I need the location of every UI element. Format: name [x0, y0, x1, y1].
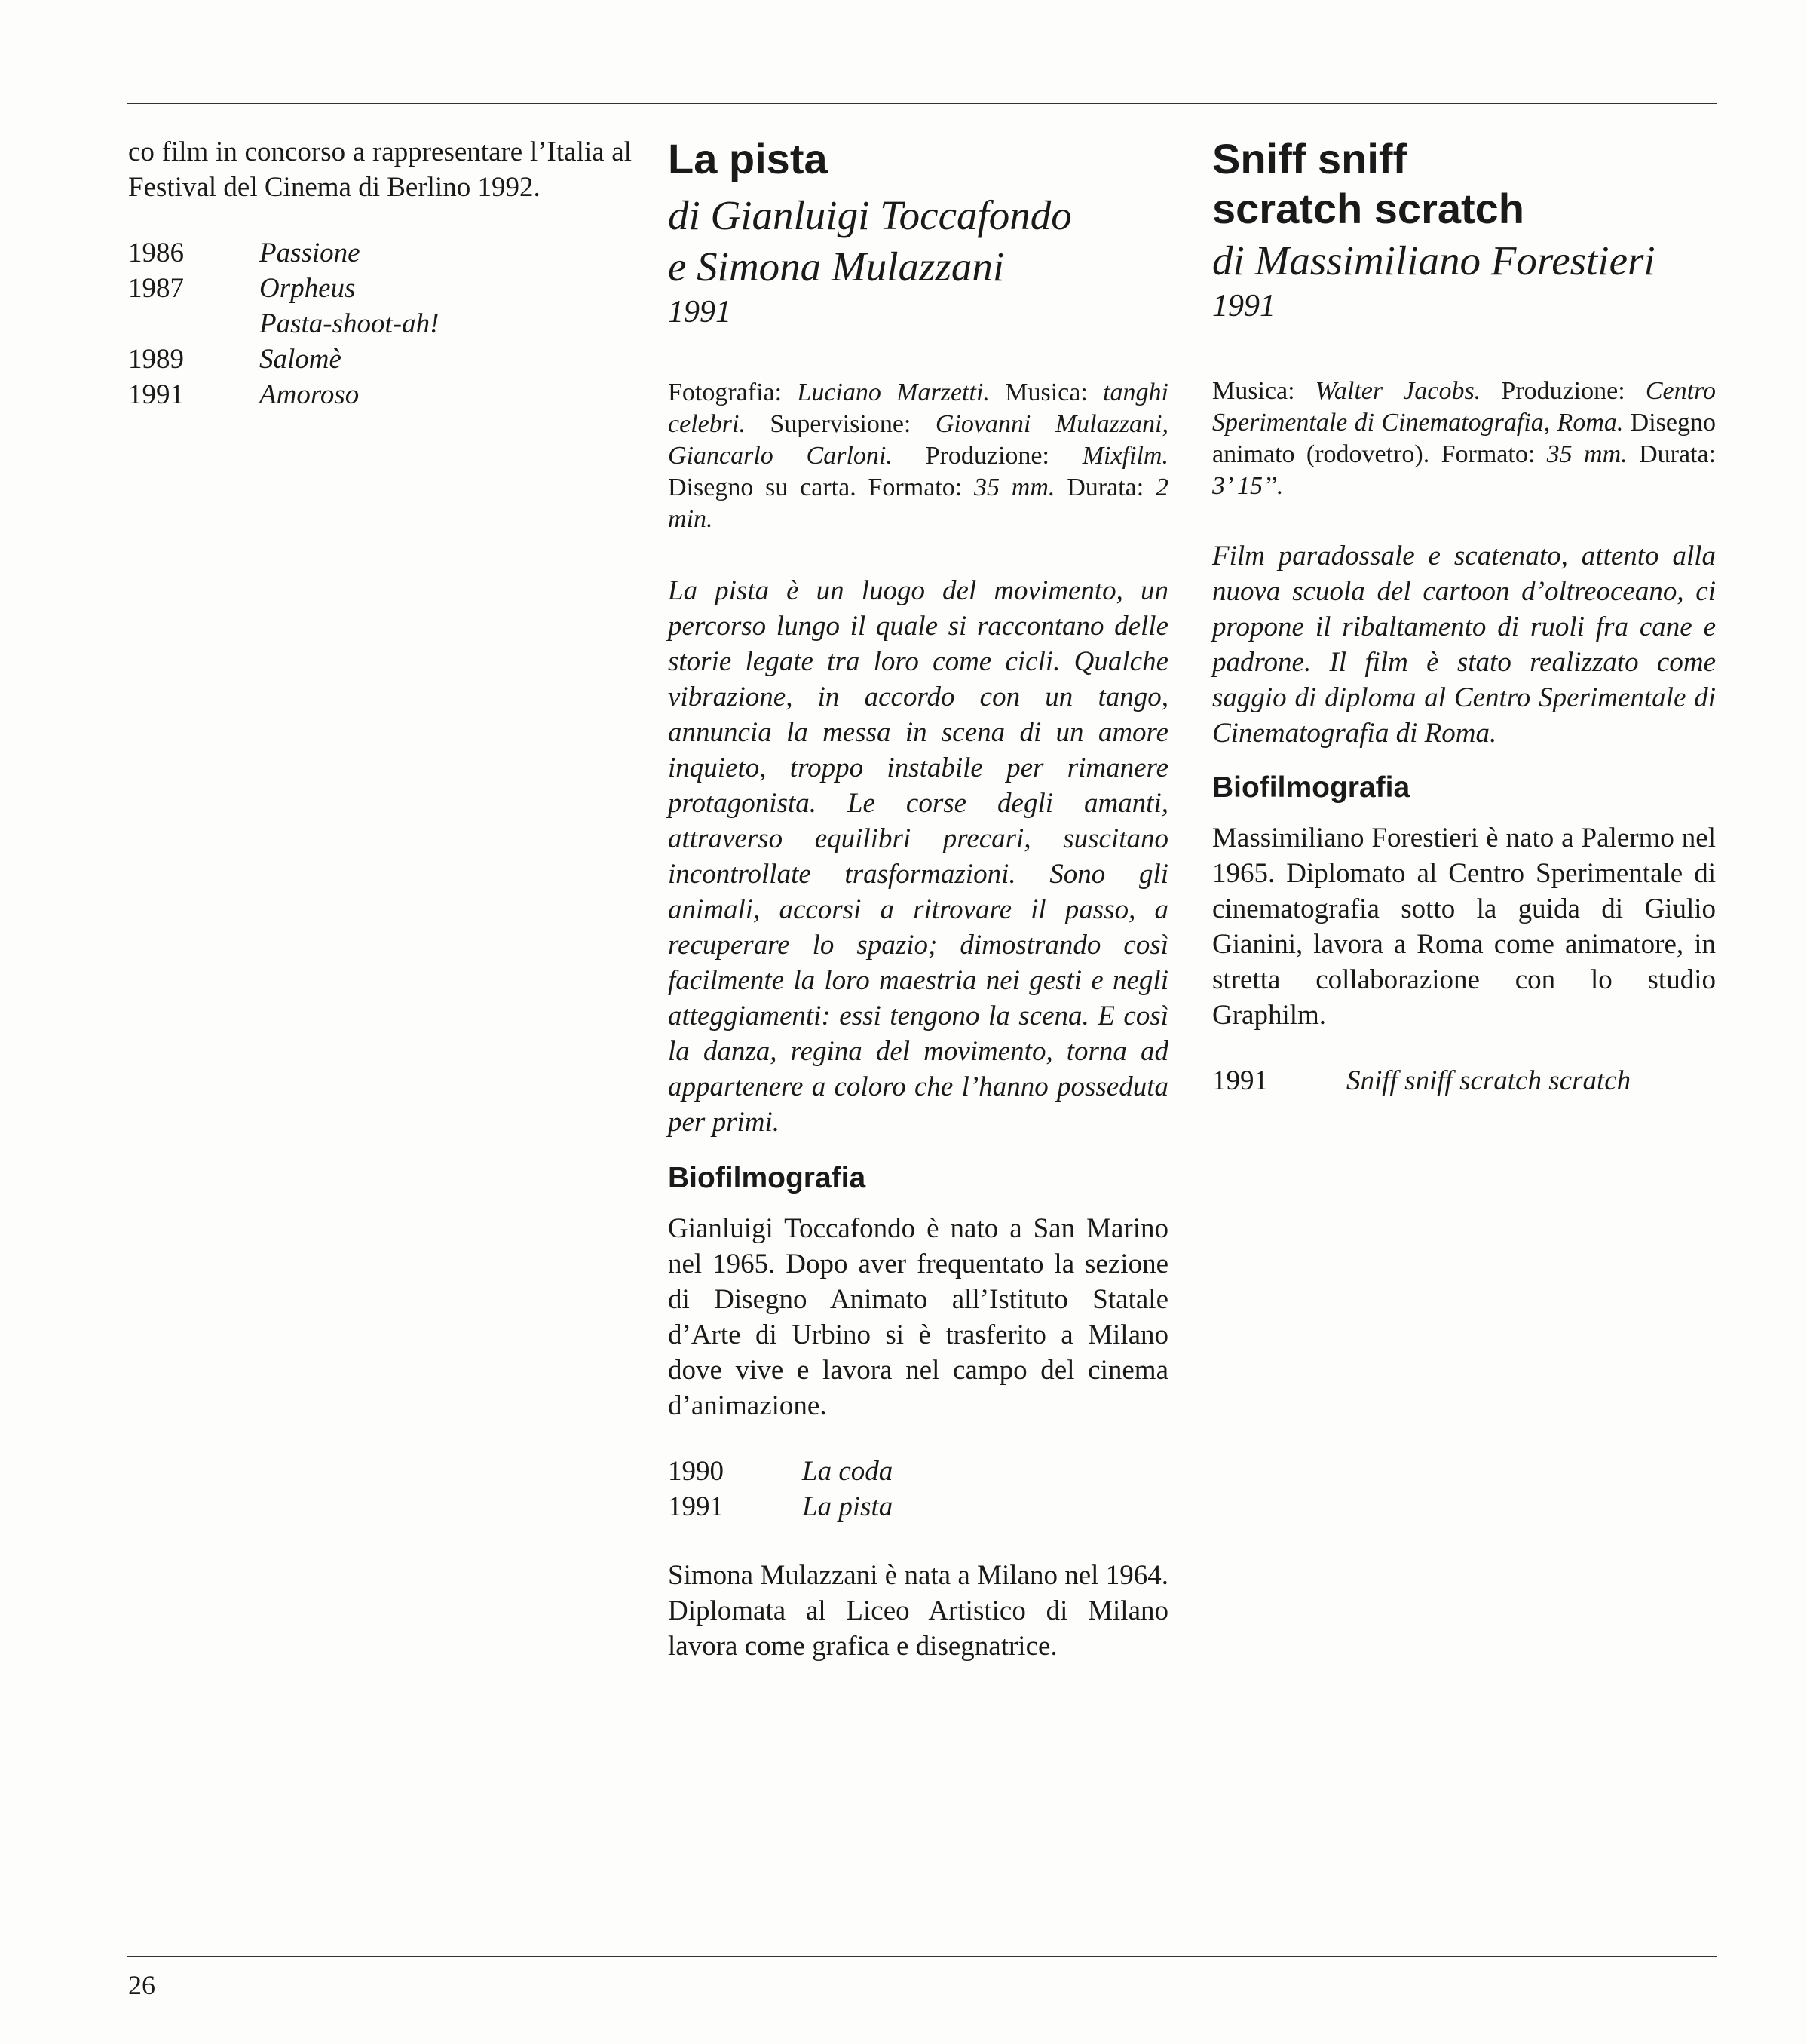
credit-value: 2 min. [668, 473, 1168, 533]
filmography-year: 1990 [668, 1456, 724, 1487]
film-credits [668, 377, 1168, 535]
film-synopsis: Film paradossale e scatenato, attento alla nuova scuola del cartoon d’oltreoceano, ci propone il ribaltamento di ruoli fra cane e padrone. Il film è stato realizzato come saggio di diploma al Centro Sperimentale di Cinematografia di Roma. [1212, 541, 1716, 749]
filmography-title: Sniff sniff scratch scratch [1346, 1065, 1631, 1096]
film-author-line2: e Simona Mulazzani [668, 244, 1005, 290]
bio-text-2: Simona Mulazzani è nata a Milano nel 1964. Diplomata al Liceo Artistico di Milano lavora come grafica e disegnatrice. [668, 1560, 1168, 1662]
column-continuation [128, 134, 632, 412]
credit-label: Produzione: [925, 442, 1049, 470]
bio-text: Gianluigi Toccafondo è nato a San Marino nel 1965. Dopo aver frequentato la sezione di Disegno Animato all’Istituto Statale d’Arte di Urbino si è trasferito a Milano dove vive e lavora nel campo del cinema d’animazione. [668, 1213, 1168, 1421]
credit-tech: Disegno su carta. Formato: [668, 473, 963, 501]
film-title-line1: Sniff sniff [1212, 135, 1407, 182]
bio-text: Massimiliano Forestieri è nato a Palermo nel 1965. Diplomato al Centro Sperimentale di cinematografia sotto la guida di Giulio Gianini, lavora a Roma come animatore, in stretta collaborazione con lo studio Graphilm. [1212, 823, 1716, 1031]
credit-tech: Disegno animato (rodovetro). Formato: [1212, 409, 1716, 468]
credit-value: 35 mm. [1546, 440, 1628, 468]
filmography-year: 1989 [128, 344, 184, 375]
credit-label: Musica: [1212, 377, 1295, 405]
credit-value: 3’ 15’’. [1212, 472, 1284, 500]
continuation-text: co film in concorso a rappresentare l’Italia al Festival del Cinema di Berlino 1992. [128, 136, 632, 203]
filmography-year: 1991 [668, 1491, 724, 1522]
filmography-title: Passione [259, 237, 360, 268]
credit-value: tanghi celebri. [668, 378, 1169, 438]
filmography-year: 1986 [128, 237, 184, 268]
filmography-la-pista [668, 1454, 1168, 1525]
film-year: 1991 [1212, 289, 1276, 323]
filmography-title: Orpheus [259, 273, 356, 304]
filmography-title: La pista [802, 1491, 893, 1522]
credit-label: Produzione: [1501, 377, 1625, 405]
credit-value: Luciano Marzetti. [797, 378, 990, 406]
filmography-year: 1987 [128, 273, 184, 304]
filmography-year: 1991 [1212, 1065, 1268, 1096]
film-title: La pista [668, 135, 828, 182]
film-title-line2: scratch scratch [1212, 185, 1525, 232]
filmography-col1 [128, 235, 632, 412]
page-number: 26 [128, 1970, 155, 2000]
credit-value: 35 mm. [974, 473, 1055, 501]
credit-label: Supervisione: [770, 410, 911, 438]
credit-label: Musica: [1005, 378, 1088, 406]
column-la-pista [668, 134, 1168, 1664]
bottom-rule [127, 1956, 1717, 1957]
film-credits [1212, 375, 1716, 502]
credit-label: Durata: [1067, 473, 1144, 501]
bio-heading: Biofilmografia [668, 1162, 866, 1194]
film-year: 1991 [668, 295, 731, 329]
credit-label: Fotografia: [668, 378, 783, 406]
credit-value: Walter Jacobs. [1315, 377, 1481, 405]
filmography-title: Pasta-shoot-ah! [259, 308, 439, 339]
credit-value: Giovanni Mulazzani, Giancarlo Carloni. [668, 410, 1169, 470]
column-sniff-sniff [1212, 134, 1716, 1099]
filmography-year: 1991 [128, 379, 184, 410]
filmography-title: Salomè [259, 344, 341, 375]
film-author-line1: di Gianluigi Toccafondo [668, 192, 1072, 238]
filmography-year [128, 306, 259, 342]
credit-value: Centro Sperimentale di Cinematografia, Roma. [1212, 377, 1716, 437]
filmography-title: Amoroso [259, 379, 360, 410]
filmography-title: La coda [802, 1456, 893, 1487]
credit-label: Durata: [1639, 440, 1717, 468]
film-synopsis: La pista è un luogo del movimento, un percorso lungo il quale si raccontano delle storie legate tra loro come cicli. Qualche vibrazione, in accordo con un tango, annuncia la messa in scena di un amore inquieto, troppo instabile per rimanere protagonista. Le corse degli amanti, attraverso equilibri precari, suscitano incontrollate trasformazioni. Sono gli animali, accorsi a ritrovare il passo, a recuperare lo spazio; dimostrando così facilmente la loro maestria nei gesti e negli atteggiamenti: essi tengono la scena. E così la danza, regina del movimento, torna ad appartenere a coloro che l’hanno posseduta per primi. [668, 575, 1168, 1138]
filmography-sniff [1212, 1063, 1716, 1099]
bio-heading: Biofilmografia [1212, 771, 1410, 804]
film-author: di Massimiliano Forestieri [1212, 237, 1655, 283]
credit-value: Mixfilm. [1082, 442, 1168, 470]
top-rule [127, 103, 1717, 104]
